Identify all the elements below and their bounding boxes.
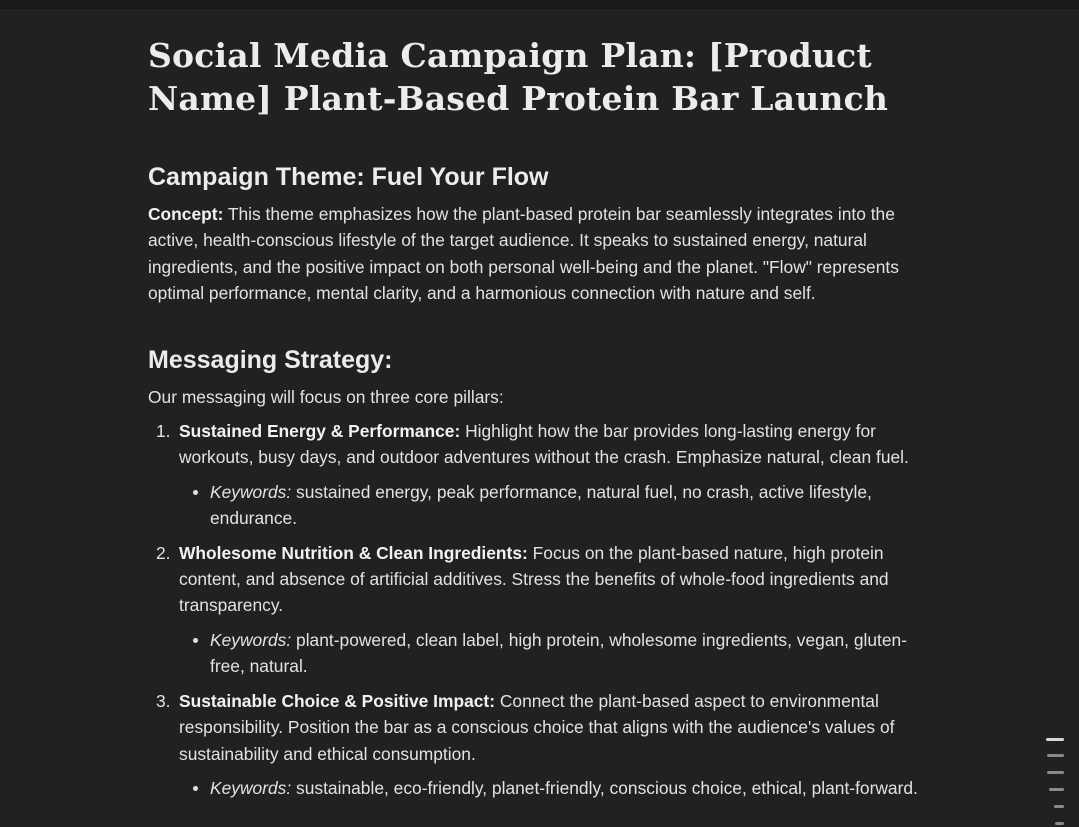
messaging-intro: Our messaging will focus on three core pillars: — [148, 386, 504, 407]
concept-paragraph — [148, 201, 938, 307]
campaign-theme-heading: Campaign Theme: Fuel Your Flow — [148, 163, 549, 191]
concept-label: Concept: — [148, 204, 224, 224]
keywords-text: sustainable, eco-friendly, planet-friendly, conscious choice, ethical, plant-forward. — [291, 777, 918, 798]
section-marker[interactable] — [1055, 822, 1064, 825]
pillar-item — [179, 688, 938, 802]
document-body — [148, 34, 938, 809]
pillar-item — [179, 540, 938, 680]
keywords-label: Keywords: — [210, 777, 292, 798]
messaging-strategy-heading: Messaging Strategy: — [148, 345, 393, 374]
pillar-title: Sustainable Choice & Positive Impact: — [179, 690, 496, 711]
pillar-text: Focus on the plant-based nature, high protein content, and absence of artificial additives. Stress the benefits of whole-food ingredients and transparency. — [179, 542, 889, 616]
section-marker-active[interactable] — [1046, 738, 1064, 741]
section-marker[interactable] — [1049, 788, 1064, 791]
section-navigator[interactable] — [1044, 738, 1064, 827]
section-marker[interactable] — [1047, 771, 1064, 774]
keyword-list — [179, 775, 938, 801]
keyword-item — [210, 775, 938, 801]
keywords-text: sustained energy, peak performance, natural fuel, no crash, active lifestyle, endurance. — [210, 481, 872, 529]
pillar-text: Highlight how the bar provides long-lasting energy for workouts, busy days, and outdoor adventures without the crash. Emphasize natural, clean fuel. — [179, 421, 909, 468]
section-marker[interactable] — [1047, 754, 1064, 757]
keyword-item — [210, 479, 938, 532]
keywords-label: Keywords: — [210, 629, 292, 650]
top-divider — [0, 0, 1079, 11]
keywords-label: Keywords: — [210, 481, 292, 502]
concept-text: This theme emphasizes how the plant-based protein bar seamlessly integrates into the active, health-conscious lifestyle of the target audience. It speaks to sustained energy, natural ingredients, and the positive impact on both personal well-being and the planet. "Flow" represents optimal performance, mental clarity, and a harmonious connection with nature and self. — [148, 204, 899, 304]
pillar-text: Connect the plant-based aspect to environmental responsibility. Position the bar as a conscious choice that aligns with the audience's values of sustainability and ethical consumption. — [179, 690, 895, 764]
pillar-item — [179, 418, 938, 532]
pillar-title: Sustained Energy & Performance: — [179, 421, 461, 442]
keyword-list — [179, 627, 938, 680]
section-marker[interactable] — [1054, 805, 1064, 808]
pillar-title: Wholesome Nutrition & Clean Ingredients: — [179, 542, 528, 563]
keywords-text: plant-powered, clean label, high protein, wholesome ingredients, vegan, gluten-free, natural. — [210, 629, 908, 677]
pillar-list — [148, 418, 938, 801]
document-title: Social Media Campaign Plan: [Product Name] Plant-Based Protein Bar Launch — [148, 36, 889, 118]
keyword-item — [210, 627, 938, 680]
keyword-list — [179, 479, 938, 532]
